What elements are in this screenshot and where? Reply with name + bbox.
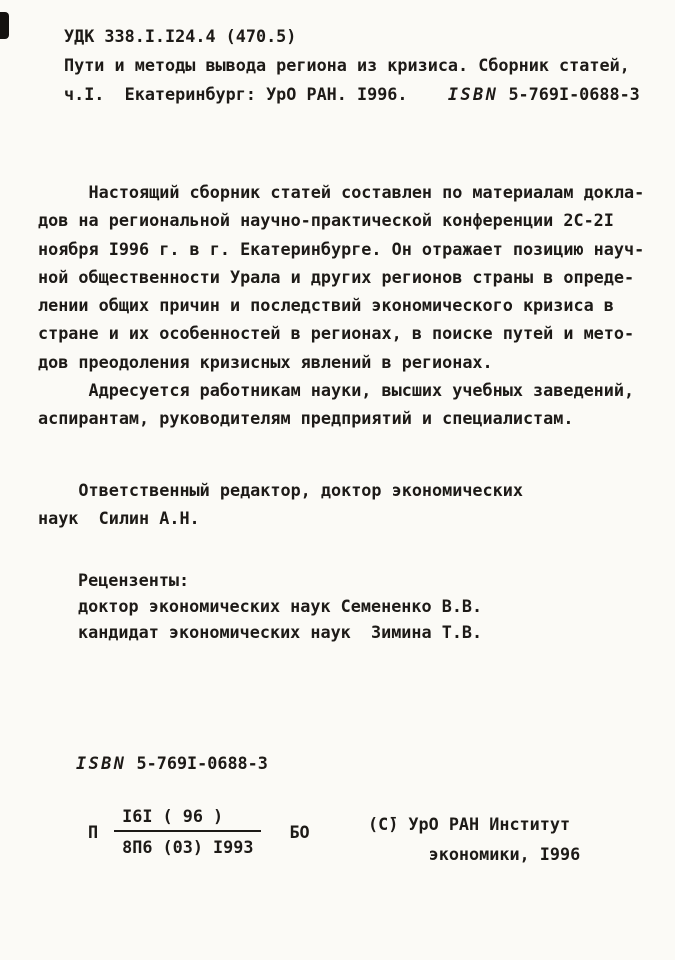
editor-line: Ответственный редактор, доктор экономических [38,480,523,500]
title-line: Пути и методы вывода региона из кризиса. Сборник статей, [64,55,630,75]
reviewer-line: доктор экономических наук Семененко В.В. [78,596,483,616]
abstract-line: лении общих причин и последствий экономического кризиса в [38,295,614,316]
imprint-isbn-number: 5-769I-0688-3 [498,84,640,104]
catalog-fraction [114,804,261,859]
catalog-prefix: П [88,821,99,842]
scan-artifact-mark [0,12,9,39]
isbn-line [76,753,268,773]
catalog-denominator: 8П6 (03) I993 [114,830,261,859]
abstract-line: ной общественности Урала и других регионов страны в опреде- [38,266,635,287]
udk-line: УДК 338.I.I24.4 (470.5) [64,26,297,46]
imprint-block [64,22,640,109]
catalog-code-block [88,804,310,859]
catalog-numerator: I6I ( 96 ) [122,806,224,826]
imprint-isbn-label: ISBN [447,84,499,104]
abstract-line: дов на региональной научно-практической конференции 2С-2I [38,210,614,231]
reviewers-heading: Рецензенты: [78,570,190,590]
abstract-line: аспирантам, руководителям предприятий и специалистам. [38,408,574,429]
copyright-block [368,810,580,869]
isbn-label: ISBN [76,753,127,773]
abstract-line: ноября I996 г. в г. Екатеринбурге. Он отражает позицию науч- [38,238,645,259]
catalog-suffix: БО [289,821,310,842]
abstract-paragraph [38,178,644,433]
copyright-line-1: (С̄) УрО РАН Институт [368,814,571,834]
abstract-line: стране и их особенностей в регионах, в поиске путей и мето- [38,323,635,344]
abstract-line: Настоящий сборник статей составлен по материалам докла- [38,182,645,202]
imprint-line [64,80,640,109]
reviewers-block [78,567,482,645]
abstract-line: дов преодоления кризисных явлений в регионах. [38,351,493,372]
isbn-number: 5-769I-0688-3 [126,753,268,773]
editor-block [38,477,523,532]
imprint-text: ч.I. Екатеринбург: УрО РАН. I996. [64,84,448,104]
editor-line: наук Силин А.Н. [38,507,200,528]
copyright-line-2: экономики, I996 [368,843,581,864]
abstract-line: Адресуется работникам науки, высших учебных заведений, [38,380,635,401]
reviewer-line: кандидат экономических наук Зимина Т.В. [78,622,483,642]
